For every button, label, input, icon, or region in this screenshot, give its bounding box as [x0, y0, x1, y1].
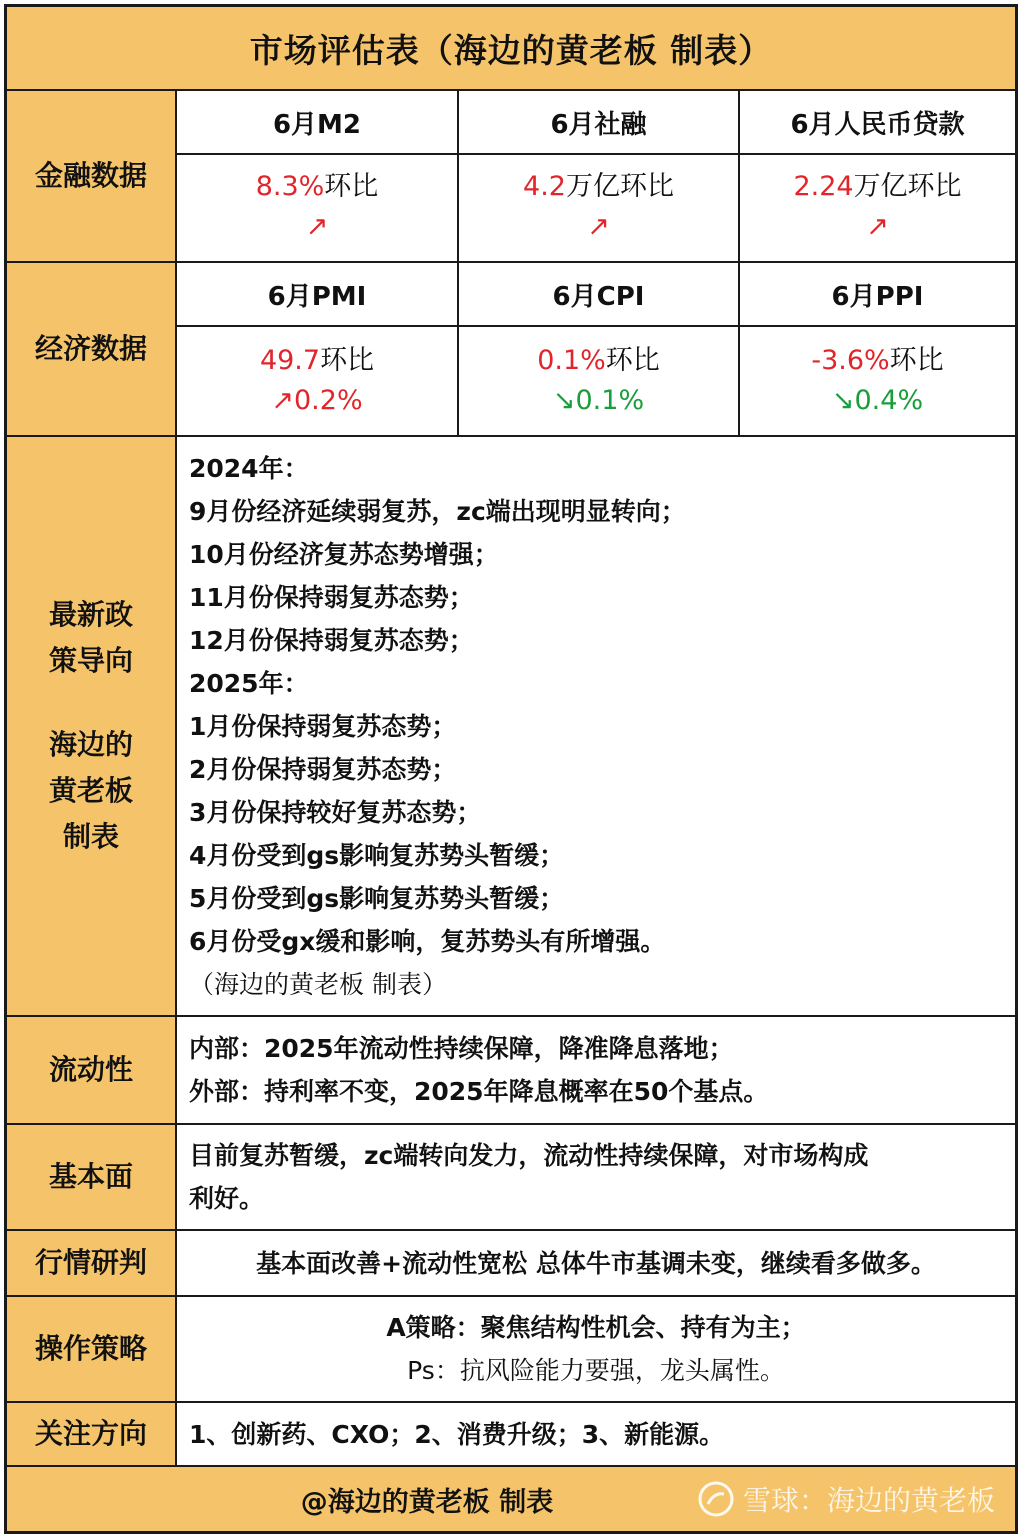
- policy-line: 9月份经济延续弱复苏，zc端出现明显转向；: [189, 497, 686, 526]
- ppi-suffix: 环比: [889, 345, 944, 376]
- trend-up-icon: ↗: [305, 211, 329, 242]
- trend-down-icon: ↘: [552, 385, 576, 416]
- m2-suffix: 环比: [324, 171, 379, 202]
- strategy-line: Ps：抗风险能力要强，龙头属性。: [407, 1356, 785, 1385]
- footer-bar: [7, 1467, 1015, 1531]
- policy-label-line: 最新政: [48, 598, 133, 631]
- trend-up-icon: ↗: [866, 211, 889, 242]
- strategy-content: [177, 1297, 1015, 1401]
- trend-up-icon: ↗: [271, 385, 294, 416]
- policy-line: 10月份经济复苏态势增强；: [189, 540, 499, 569]
- snowball-logo-icon: [697, 1480, 735, 1518]
- ppi-value: -3.6%: [811, 345, 890, 376]
- liquidity-content: [189, 1027, 1009, 1113]
- policy-line: 5月份受到gs影响复苏势头暂缓；: [189, 884, 565, 913]
- policy-label: [7, 437, 175, 1015]
- economic-cell-pmi: [177, 329, 457, 433]
- liquidity-line: 内部：2025年流动性持续保障，降准降息落地；: [189, 1034, 734, 1063]
- economic-cell-cpi: [459, 329, 738, 433]
- policy-line: 2024年：: [189, 454, 309, 483]
- financial-data-label: 金融数据: [34, 159, 147, 192]
- social-financing-suffix: 万亿环比: [565, 171, 674, 202]
- trend-up-icon: ↗: [587, 211, 610, 242]
- policy-label-line: 策导向: [48, 644, 133, 677]
- judgment-content: 基本面改善+流动性宽松 总体牛市基调未变，继续看多做多。: [256, 1248, 936, 1278]
- market-assessment-table: [4, 4, 1018, 1534]
- watermark-text: 雪球：海边的黄老板: [743, 1484, 996, 1517]
- pmi-suffix: 环比: [320, 345, 375, 376]
- rmb-loans-value: 2.24: [793, 171, 854, 202]
- judgment-label: 行情研判: [34, 1246, 147, 1279]
- policy-line: 3月份保持较好复苏态势；: [189, 798, 482, 827]
- trend-down-icon: ↘: [831, 385, 855, 416]
- policy-line: 2025年：: [189, 669, 309, 698]
- cpi-value: 0.1%: [537, 345, 606, 376]
- policy-content: [189, 447, 1009, 1006]
- policy-label-line: 海边的: [48, 728, 133, 761]
- economic-header-cpi: 6月CPI: [552, 281, 645, 312]
- ppi-change: 0.4%: [854, 385, 924, 416]
- economic-header-pmi: 6月PMI: [267, 281, 367, 312]
- pmi-change: 0.2%: [294, 385, 363, 416]
- cpi-change: 0.1%: [575, 385, 645, 416]
- fundamentals-label: 基本面: [48, 1160, 133, 1193]
- policy-line: 6月份受gx缓和影响，复苏势头有所增强。: [189, 927, 666, 956]
- strategy-line: A策略：聚焦结构性机会、持有为主；: [386, 1313, 806, 1342]
- fundamentals-content: [189, 1134, 1009, 1220]
- policy-line: 11月份保持弱复苏态势；: [189, 583, 474, 612]
- policy-line: 1月份保持弱复苏态势；: [189, 712, 457, 741]
- social-financing-value: 4.2: [523, 171, 566, 202]
- policy-line: 4月份受到gs影响复苏势头暂缓；: [189, 841, 565, 870]
- focus-label: 关注方向: [34, 1417, 147, 1450]
- watermark: [697, 1479, 995, 1519]
- strategy-label: 操作策略: [34, 1332, 147, 1365]
- footer-credit: @海边的黄老板 制表: [300, 1486, 554, 1518]
- m2-value: 8.3%: [255, 171, 325, 202]
- focus-content: 1、创新药、CXO；2、消费升级；3、新能源。: [189, 1419, 725, 1449]
- table-title: 市场评估表（海边的黄老板 制表）: [7, 7, 1015, 89]
- fundamentals-line: 利好。: [189, 1184, 265, 1213]
- financial-header-rmb-loans: 6月人民币贷款: [790, 109, 965, 140]
- rmb-loans-suffix: 万亿环比: [853, 171, 962, 202]
- financial-header-social-financing: 6月社融: [550, 109, 647, 140]
- economic-cell-ppi: [740, 329, 1015, 433]
- economic-data-label: 经济数据: [34, 332, 147, 365]
- financial-header-m2: 6月M2: [272, 109, 362, 140]
- liquidity-line: 外部：持利率不变，2025年降息概率在50个基点。: [189, 1077, 769, 1106]
- policy-line: 2月份保持弱复苏态势；: [189, 755, 457, 784]
- financial-cell-rmb-loans: [740, 157, 1015, 257]
- policy-label-line: 黄老板: [48, 774, 133, 807]
- fundamentals-line: 目前复苏暂缓，zc端转向发力，流动性持续保障，对市场构成: [189, 1141, 869, 1170]
- policy-line: 12月份保持弱复苏态势；: [189, 626, 474, 655]
- liquidity-label: 流动性: [48, 1053, 133, 1086]
- economic-header-ppi: 6月PPI: [831, 281, 924, 312]
- policy-label-line: 制表: [62, 820, 119, 853]
- financial-cell-m2: [177, 157, 457, 257]
- policy-note: （海边的黄老板 制表）: [189, 970, 447, 999]
- cpi-suffix: 环比: [605, 345, 660, 376]
- pmi-value: 49.7: [259, 345, 321, 376]
- financial-cell-social-financing: [459, 157, 738, 257]
